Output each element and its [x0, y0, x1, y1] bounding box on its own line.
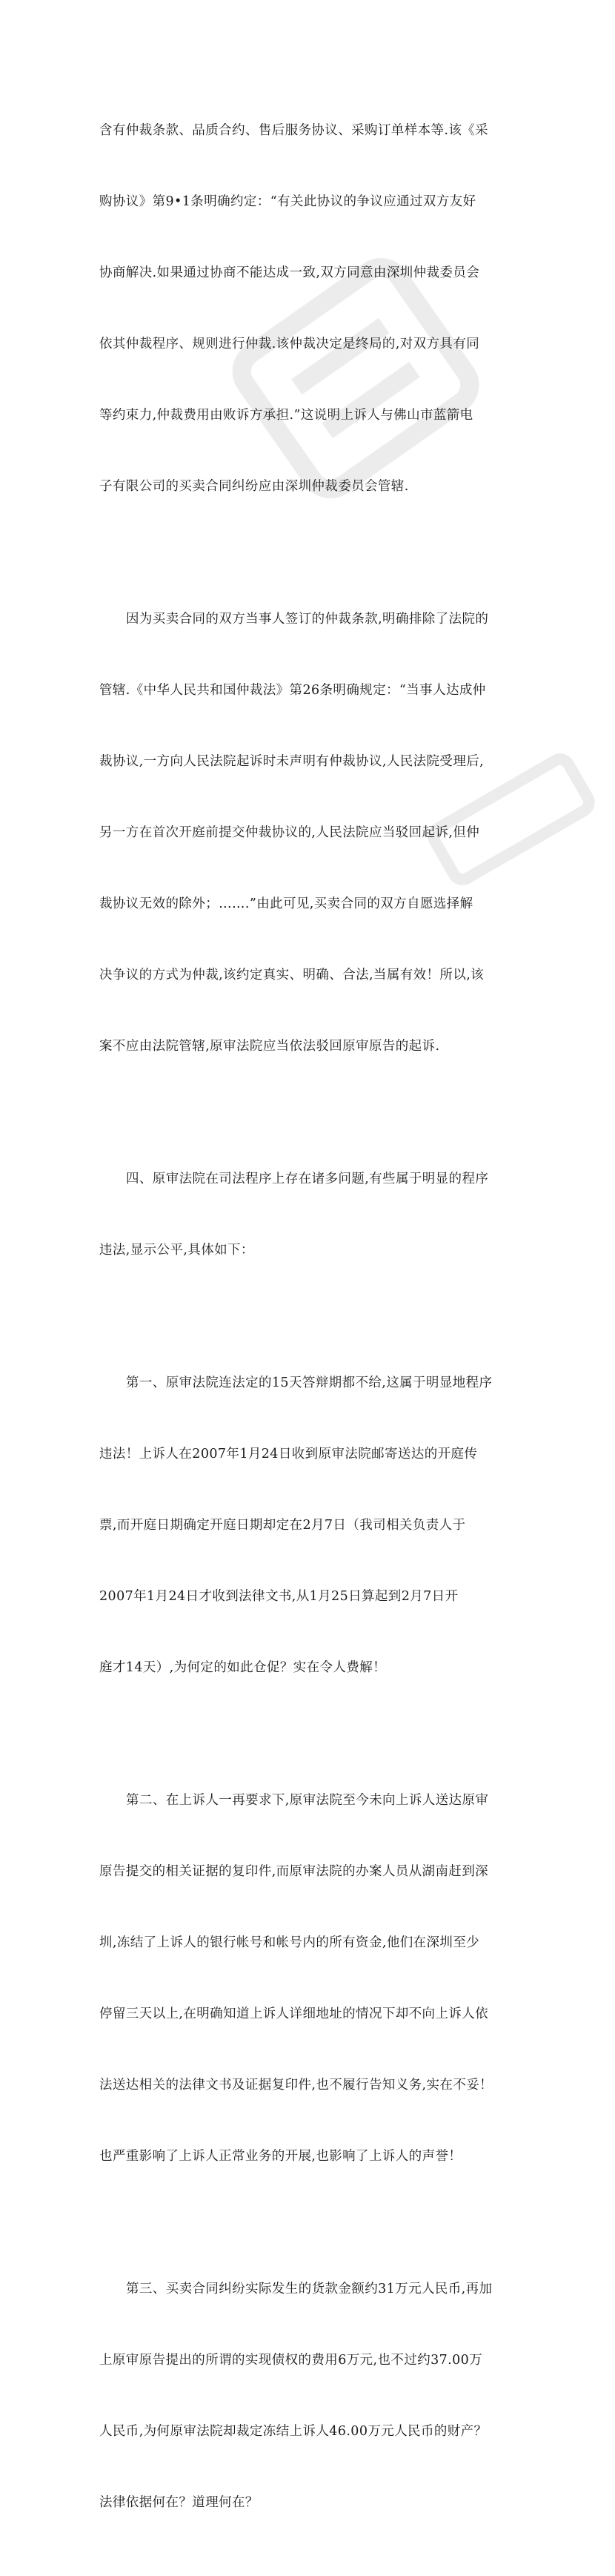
paragraph-point-three	[99, 2230, 529, 2562]
text-line: 票,而开庭日期确定开庭日期却定在2月7日（我司相关负责人于	[99, 1518, 466, 1533]
text-line: 也严重影响了上诉人正常业务的开展,也影响了上诉人的声誉！	[99, 2149, 462, 2164]
text-line: 另一方在首次开庭前提交仲裁协议的,人民法院应当驳回起诉,但仲	[99, 825, 480, 840]
text-line: 圳,冻结了上诉人的银行帐号和帐号内的所有资金,他们在深圳至少	[99, 1935, 480, 1950]
text-line: 第三、买卖合同纠纷实际发生的货款金额约31万元人民币,再加	[126, 2282, 493, 2296]
text-line: 案不应由法院管辖,原审法院应当依法驳回原审原告的起诉.	[99, 1039, 440, 1054]
paragraph-section-four	[99, 1120, 529, 1310]
text-line: 协商解决.如果通过协商不能达成一致,双方同意由深圳仲裁委员会	[99, 265, 480, 280]
text-line: 2007年1月24日才收到法律文书,从1月25日算起到2月7日开	[99, 1589, 459, 1604]
text-line: 违法！上诉人在2007年1月24日收到原审法院邮寄送达的开庭传	[99, 1447, 478, 1462]
text-line: 因为买卖合同的双方当事人签订的仲裁条款,明确排除了法院的	[126, 612, 489, 627]
text-line: 停留三天以上,在明确知道上诉人详细地址的情况下却不向上诉人依	[99, 2007, 489, 2021]
text-line: 原告提交的相关证据的复印件,而原审法院的办案人员从湖南赶到深	[99, 1864, 489, 1879]
text-line: 法律依据何在？道理何在？	[99, 2495, 259, 2510]
text-line: 裁协议无效的除外；…….”由此可见,买卖合同的双方自愿选择解	[99, 896, 473, 911]
text-line: 庭才14天）,为何定的如此仓促？实在令人费解！	[99, 1660, 387, 1675]
text-line: 购协议》第9•1条明确约定：“有关此协议的争议应通过双方友好	[99, 194, 476, 209]
text-line: 上原审原告提出的所谓的实现债权的费用6万元,也不过约37.00万	[99, 2353, 483, 2368]
paragraph-point-one	[99, 1324, 529, 1727]
text-line: 决争议的方式为仲裁,该约定真实、明确、合法,当属有效！所以,该	[99, 968, 485, 982]
text-line: 四、原审法院在司法程序上存在诸多问题,有些属于明显的程序	[126, 1172, 489, 1186]
paragraph-arbitration-clause	[99, 71, 529, 546]
text-line: 裁协议,一方向人民法院起诉时未声明有仲裁协议,人民法院受理后,	[99, 754, 485, 769]
text-line: 管辖.《中华人民共和国仲裁法》第26条明确规定：“当事人达成仲	[99, 683, 486, 698]
text-line: 子有限公司的买卖合同纠纷应由深圳仲裁委员会管辖.	[99, 479, 409, 494]
text-line: 违法,显示公平,具体如下：	[99, 1243, 254, 1258]
text-line: 依其仲裁程序、规则进行仲裁.该仲裁决定是终局的,对双方具有同	[99, 337, 480, 351]
paragraph-jurisdiction	[99, 560, 529, 1106]
text-line: 等约束力,仲裁费用由败诉方承担.”这说明上诉人与佛山市蓝箭电	[99, 408, 473, 423]
paragraph-point-two	[99, 1741, 529, 2216]
text-line: 法送达相关的法律文书及证据复印件,也不履行告知义务,实在不妥！	[99, 2078, 493, 2093]
text-line: 含有仲裁条款、品质合约、售后服务协议、采购订单样本等.该《采	[99, 123, 489, 138]
text-line: 人民币,为何原审法院却裁定冻结上诉人46.00万元人民币的财产？	[99, 2424, 488, 2439]
document-body	[99, 71, 529, 2576]
text-line: 第一、原审法院连法定的15天答辩期都不给,这属于明显地程序	[126, 1375, 493, 1390]
text-line: 第二、在上诉人一再要求下,原审法院至今未向上诉人送达原审	[126, 1793, 489, 1808]
